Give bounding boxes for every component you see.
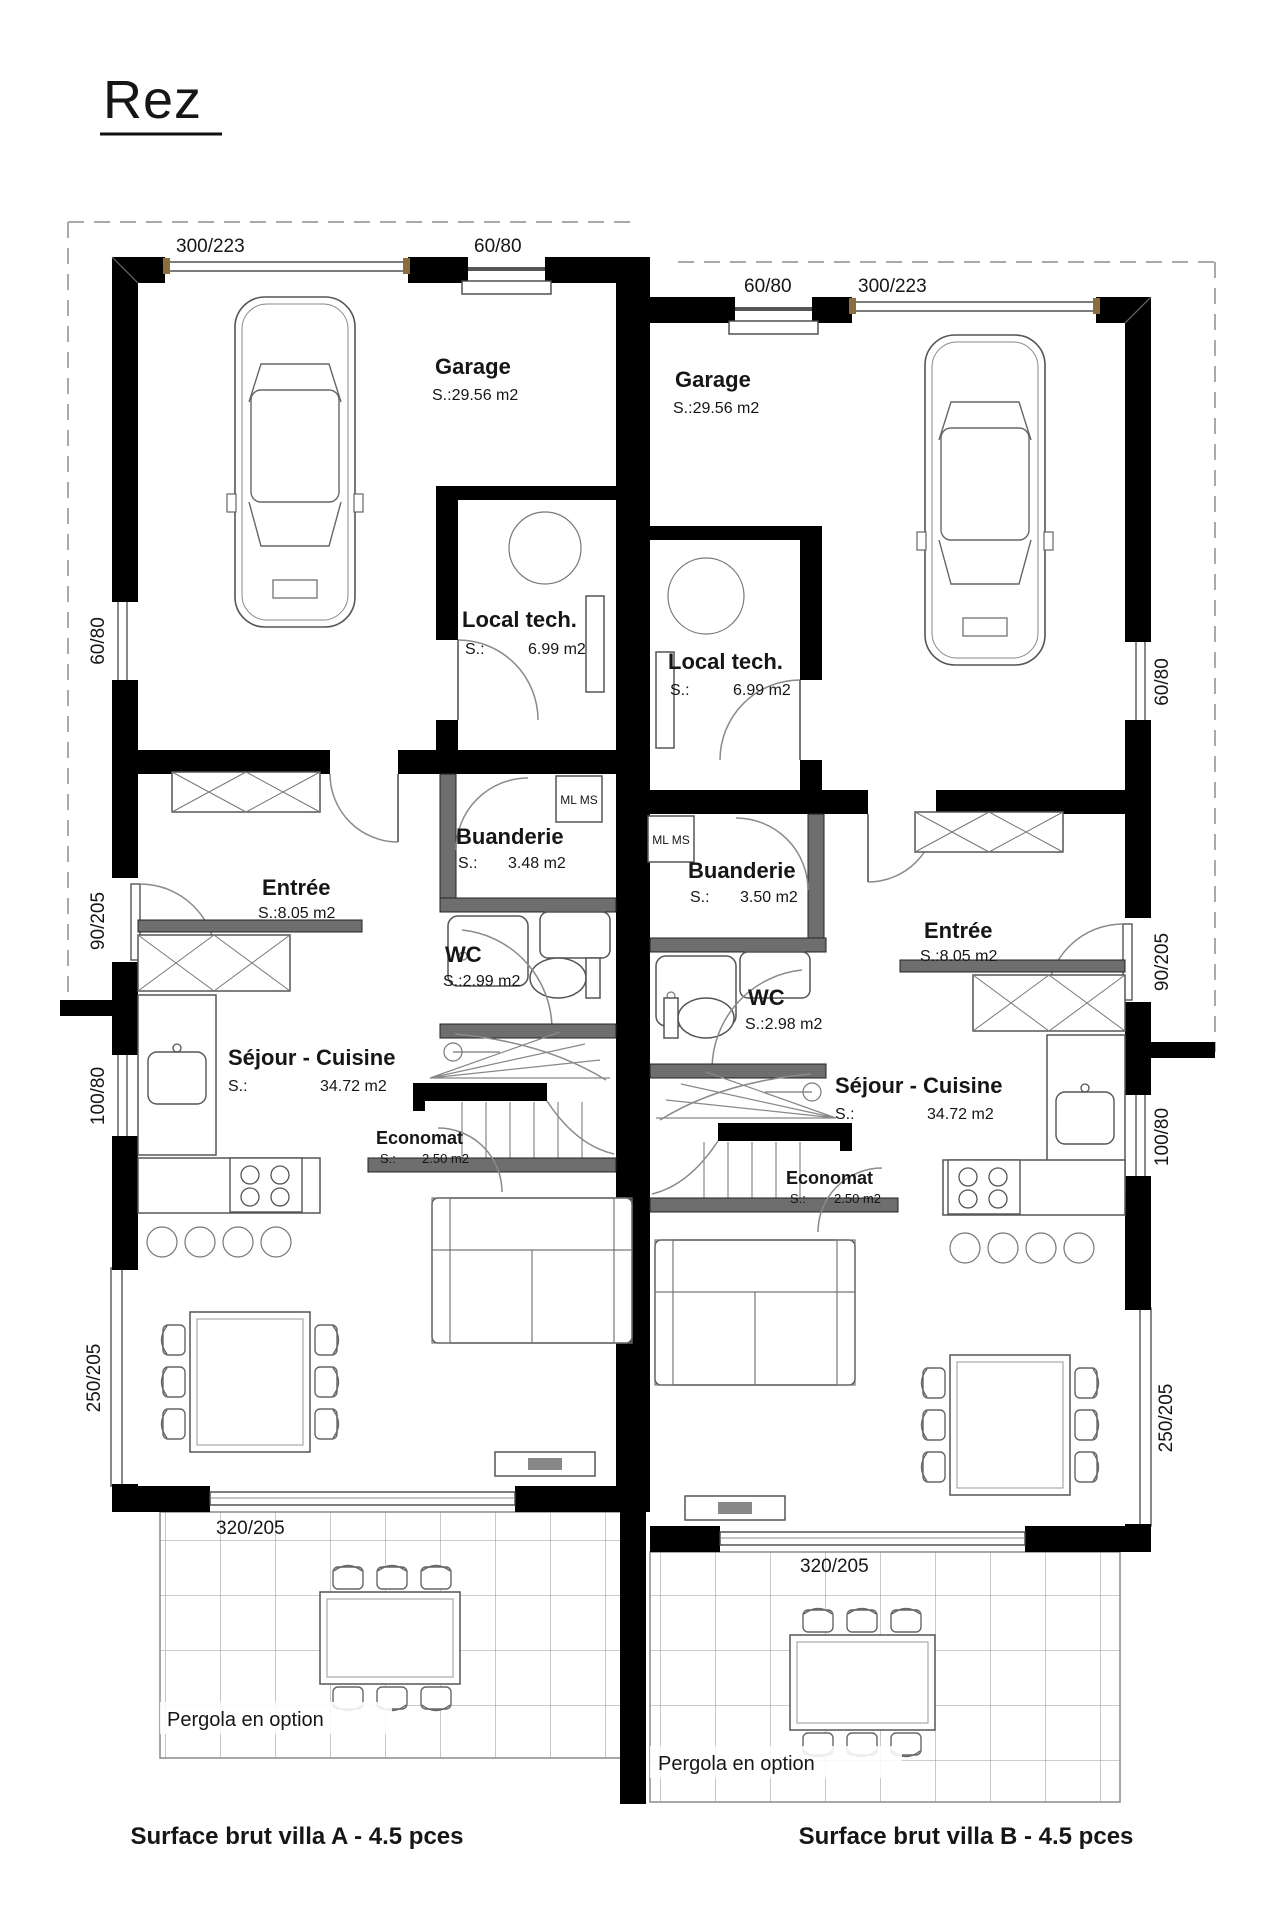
dim-living-window-a: 250/205 — [84, 1343, 105, 1413]
area-entree-a: S.:8.05 m2 — [258, 905, 336, 922]
ml-ms-label-a: ML MS — [560, 793, 598, 807]
stairs-a — [368, 1024, 616, 1172]
room-sejour-b: Séjour - Cuisine — [835, 1073, 1003, 1098]
area-local-tech-b: 6.99 m2 — [733, 682, 791, 699]
area-garage-a: S.:29.56 m2 — [432, 387, 519, 404]
dim-garage-door-a: 300/223 — [176, 236, 245, 257]
dim-side-window-a: 60/80 — [88, 617, 109, 665]
area-garage-b: S.:29.56 m2 — [673, 400, 760, 417]
dim-terrace-bay-b: 320/205 — [800, 1556, 869, 1577]
entree-cupboard-a — [172, 772, 320, 812]
area-sejour-a: 34.72 m2 — [320, 1078, 387, 1095]
area-buanderie-a: 3.48 m2 — [508, 855, 566, 872]
room-entree-b: Entrée — [924, 918, 993, 943]
boundary-stub-b — [1151, 1042, 1215, 1058]
dim-side-window-b: 60/80 — [1152, 658, 1173, 706]
dim-entry-door-a: 90/205 — [88, 891, 109, 951]
area-s-local-tech-b: S.: — [670, 682, 690, 699]
room-local-tech-a: Local tech. — [462, 607, 577, 632]
villa-b-interior — [648, 335, 1151, 1520]
area-buanderie-b: 3.50 m2 — [740, 889, 798, 906]
area-s-buanderie-a: S.: — [458, 855, 478, 872]
room-garage-b: Garage — [675, 367, 751, 392]
washbasin-a — [540, 912, 610, 958]
tv-board-b — [685, 1496, 785, 1520]
party-wall-pergola — [620, 1512, 646, 1804]
villa-b-window-side-60-80 — [1123, 637, 1153, 725]
villa-a-window-top-60-80 — [462, 267, 551, 294]
dim-terrace-bay-a: 320/205 — [216, 1518, 285, 1539]
room-buanderie-a: Buanderie — [456, 824, 564, 849]
area-wc-a: S.:2.99 m2 — [443, 973, 521, 990]
car-a-icon — [227, 297, 363, 627]
dining-table-b — [922, 1355, 1099, 1495]
villa-b-window-100-80 — [1123, 1090, 1153, 1181]
room-sejour-a: Séjour - Cuisine — [228, 1045, 396, 1070]
room-buanderie-b: Buanderie — [688, 858, 796, 883]
villa-a-interior — [138, 297, 632, 1476]
area-wc-b: S.:2.98 m2 — [745, 1016, 823, 1033]
pergola-villa-a — [160, 1512, 622, 1758]
villa-a-garage-door — [163, 258, 410, 274]
caption-villa-a: Surface brut villa A - 4.5 pces — [130, 1823, 464, 1850]
dim-kitchen-window-b: 100/80 — [1152, 1107, 1173, 1167]
area-s-local-tech-a: S.: — [465, 641, 485, 658]
dining-table-a — [162, 1312, 339, 1452]
area-s-economat-b: S.: — [790, 1191, 806, 1206]
pergola-villa-b — [650, 1552, 1120, 1802]
entree-cupboard-b — [915, 812, 1063, 852]
radiator-a — [586, 596, 604, 692]
area-s-sejour-b: S.: — [835, 1106, 855, 1123]
villa-b-bay-320-205 — [720, 1532, 1025, 1545]
pergola-label-a: Pergola en option — [167, 1709, 324, 1731]
tv-board-a — [495, 1452, 595, 1476]
dim-living-window-b: 250/205 — [1156, 1383, 1177, 1453]
villa-a-window-side-60-80 — [110, 597, 140, 685]
page-title: Rez — [103, 70, 203, 130]
boiler-b — [668, 558, 744, 634]
dim-garage-window-a: 60/80 — [474, 236, 522, 257]
room-local-tech-b: Local tech. — [668, 649, 783, 674]
car-b-icon — [917, 335, 1053, 665]
area-local-tech-a: 6.99 m2 — [528, 641, 586, 658]
villa-b-window-top-60-80 — [729, 307, 818, 334]
room-entree-a: Entrée — [262, 875, 331, 900]
boundary-stub-a — [60, 1000, 112, 1016]
dim-entry-door-b: 90/205 — [1152, 932, 1173, 992]
area-entree-b: S.:8.05 m2 — [920, 948, 998, 965]
area-economat-a: 2.50 m2 — [422, 1151, 469, 1166]
area-economat-b: 2.50 m2 — [834, 1191, 881, 1206]
dim-garage-window-b: 60/80 — [744, 276, 792, 297]
room-economat-a: Economat — [376, 1128, 464, 1148]
room-garage-a: Garage — [435, 354, 511, 379]
villa-a-window-100-80 — [110, 1050, 140, 1141]
caption-villa-b: Surface brut villa B - 4.5 pces — [798, 1823, 1134, 1850]
sofa-b — [655, 1240, 855, 1385]
kitchen-a — [138, 935, 320, 1257]
villa-a-bay-320-205 — [210, 1492, 515, 1505]
sofa-a — [432, 1198, 632, 1343]
room-wc-b: WC — [748, 985, 785, 1010]
area-sejour-b: 34.72 m2 — [927, 1106, 994, 1123]
area-s-economat-a: S.: — [380, 1151, 396, 1166]
area-s-buanderie-b: S.: — [690, 889, 710, 906]
dim-kitchen-window-a: 100/80 — [88, 1066, 109, 1126]
room-wc-a: WC — [445, 942, 482, 967]
villa-b-window-250-205 — [1125, 1305, 1151, 1529]
ml-ms-label-b: ML MS — [652, 833, 690, 847]
villa-a-window-250-205 — [111, 1265, 138, 1489]
plan-title — [100, 70, 222, 134]
room-economat-b: Economat — [786, 1168, 874, 1188]
dim-garage-door-b: 300/223 — [858, 276, 927, 297]
villa-b-garage-door — [849, 298, 1100, 314]
area-s-sejour-a: S.: — [228, 1078, 248, 1095]
pergola-label-b: Pergola en option — [658, 1753, 815, 1775]
boiler-a — [509, 512, 581, 584]
